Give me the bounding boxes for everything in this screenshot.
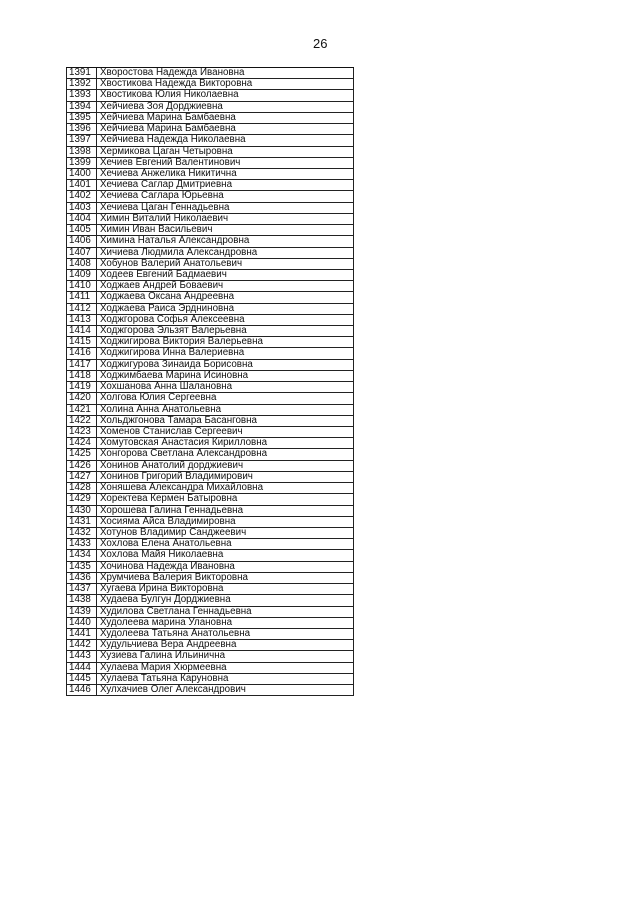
row-number: 1428 bbox=[67, 483, 97, 493]
table-row bbox=[66, 236, 354, 247]
row-name: Хейчиева Марина Бамбаевна bbox=[100, 124, 236, 135]
row-name: Хольджгонова Тамара Басанговна bbox=[100, 415, 257, 426]
row-number: 1398 bbox=[67, 147, 97, 157]
table-row bbox=[66, 405, 354, 416]
row-number: 1419 bbox=[67, 382, 97, 392]
row-name: Хечиев Евгений Валентинович bbox=[100, 157, 241, 168]
row-number: 1440 bbox=[67, 618, 97, 628]
row-name: Худаева Булгун Дорджиевна bbox=[100, 595, 231, 606]
row-name: Химин Виталий Николаевич bbox=[100, 213, 229, 224]
row-number: 1427 bbox=[67, 472, 97, 482]
row-name: Хулхачиев Олег Александрович bbox=[100, 685, 246, 696]
row-number: 1437 bbox=[67, 584, 97, 594]
row-number: 1439 bbox=[67, 607, 97, 617]
row-number: 1411 bbox=[67, 292, 97, 302]
table-row bbox=[66, 562, 354, 573]
row-name: Хечиева Цаган Геннадьевна bbox=[100, 202, 230, 213]
row-name: Худилова Светлана Геннадьевна bbox=[100, 606, 252, 617]
row-name: Хворостова Надежда Ивановна bbox=[100, 68, 245, 78]
row-name: Хулаева Мария Хюрмеевна bbox=[100, 662, 227, 673]
table-row bbox=[66, 281, 354, 292]
row-number: 1445 bbox=[67, 674, 97, 684]
row-number: 1408 bbox=[67, 259, 97, 269]
row-number: 1430 bbox=[67, 506, 97, 516]
table-row bbox=[66, 573, 354, 584]
name-list-table bbox=[66, 67, 354, 696]
table-row bbox=[66, 382, 354, 393]
row-number: 1424 bbox=[67, 438, 97, 448]
row-name: Хохлова Майя Николаевна bbox=[100, 550, 224, 561]
table-row bbox=[66, 337, 354, 348]
row-number: 1393 bbox=[67, 90, 97, 100]
row-name: Худульчиева Вера Андреевна bbox=[100, 640, 237, 651]
row-name: Хоменов Станислав Сергеевич bbox=[100, 427, 243, 437]
row-number: 1410 bbox=[67, 281, 97, 291]
row-number: 1414 bbox=[67, 326, 97, 336]
row-number: 1441 bbox=[67, 629, 97, 639]
row-name: Ходжигирова Виктория Валерьевна bbox=[100, 337, 263, 348]
page-number: 26 bbox=[313, 36, 328, 51]
row-number: 1432 bbox=[67, 528, 97, 538]
row-name: Хечиева Саглар Дмитриевна bbox=[100, 180, 233, 191]
table-row bbox=[66, 640, 354, 651]
row-name: Хонгорова Светлана Александровна bbox=[100, 449, 268, 460]
row-name: Хобунов Валерий Анатольевич bbox=[100, 258, 243, 269]
table-row bbox=[66, 371, 354, 382]
row-number: 1418 bbox=[67, 371, 97, 381]
row-name: Ходжаева Раиса Эрдниновна bbox=[100, 303, 235, 314]
row-number: 1420 bbox=[67, 393, 97, 403]
table-row bbox=[66, 472, 354, 483]
table-row bbox=[66, 158, 354, 169]
row-name: Химина Наталья Александровна bbox=[100, 236, 250, 247]
row-number: 1429 bbox=[67, 494, 97, 504]
table-row bbox=[66, 393, 354, 404]
row-number: 1443 bbox=[67, 651, 97, 661]
row-name: Хузиева Галина Ильинична bbox=[100, 651, 226, 662]
row-number: 1400 bbox=[67, 169, 97, 179]
row-number: 1421 bbox=[67, 405, 97, 415]
table-row bbox=[66, 449, 354, 460]
row-number: 1391 bbox=[67, 68, 97, 78]
row-number: 1403 bbox=[67, 203, 97, 213]
row-name: Хохшанова Анна Шалановна bbox=[100, 382, 233, 393]
row-number: 1431 bbox=[67, 517, 97, 527]
table-row bbox=[66, 135, 354, 146]
row-number: 1435 bbox=[67, 562, 97, 572]
row-number: 1396 bbox=[67, 124, 97, 134]
row-name: Хосияма Айса Владимировна bbox=[100, 516, 236, 527]
row-number: 1438 bbox=[67, 595, 97, 605]
row-name: Ходжимбаева Марина Исиновна bbox=[100, 370, 249, 381]
row-number: 1426 bbox=[67, 461, 97, 471]
table-row bbox=[66, 595, 354, 606]
row-name: Хейчиева Надежда Николаевна bbox=[100, 135, 246, 146]
row-name: Холина Анна Анатольевна bbox=[100, 404, 222, 415]
table-row bbox=[66, 180, 354, 191]
row-name: Хотунов Владимир Санджеевич bbox=[100, 527, 247, 538]
table-row bbox=[66, 259, 354, 270]
table-row bbox=[66, 124, 354, 135]
row-number: 1399 bbox=[67, 158, 97, 168]
table-row bbox=[66, 147, 354, 158]
row-name: Хочинова Надежда Ивановна bbox=[100, 561, 235, 572]
row-name: Хохлова Елена Анатольевна bbox=[100, 539, 232, 550]
table-row bbox=[66, 90, 354, 101]
row-name: Хомутовская Анастасия Кирилловна bbox=[100, 438, 268, 449]
row-name: Хрумчиева Валерия Викторовна bbox=[100, 572, 248, 583]
row-number: 1433 bbox=[67, 539, 97, 549]
row-name: Хонинов Анатолий дорджиевич bbox=[100, 460, 244, 471]
table-row bbox=[66, 584, 354, 595]
table-row bbox=[66, 629, 354, 640]
table-row bbox=[66, 663, 354, 674]
row-number: 1392 bbox=[67, 79, 97, 89]
row-name: Ходжаева Оксана Андреевна bbox=[100, 292, 235, 303]
table-row bbox=[66, 674, 354, 685]
table-row bbox=[66, 550, 354, 561]
row-number: 1406 bbox=[67, 236, 97, 246]
table-row bbox=[66, 248, 354, 259]
row-name: Ходеев Евгений Бадмаевич bbox=[100, 269, 227, 280]
table-row bbox=[66, 169, 354, 180]
row-name: Хоректева Кермен Батыровна bbox=[100, 494, 238, 505]
row-number: 1395 bbox=[67, 113, 97, 123]
row-name: Химин Иван Васильевич bbox=[100, 225, 213, 236]
row-name: Хечиева Анжелика Никитична bbox=[100, 168, 237, 179]
row-number: 1442 bbox=[67, 640, 97, 650]
table-row bbox=[66, 438, 354, 449]
row-number: 1425 bbox=[67, 449, 97, 459]
table-row bbox=[66, 102, 354, 113]
row-number: 1402 bbox=[67, 191, 97, 201]
table-row bbox=[66, 517, 354, 528]
row-name: Хугаева Ирина Викторовна bbox=[100, 584, 224, 595]
row-number: 1412 bbox=[67, 304, 97, 314]
row-name: Хечиева Саглара Юрьевна bbox=[100, 191, 224, 202]
row-number: 1409 bbox=[67, 270, 97, 280]
row-name: Ходжигурова Зинаида Борисовна bbox=[100, 359, 253, 370]
table-row bbox=[66, 315, 354, 326]
row-number: 1407 bbox=[67, 248, 97, 258]
table-row bbox=[66, 113, 354, 124]
row-name: Хейчиева Зоя Дорджиевна bbox=[100, 101, 223, 112]
table-row bbox=[66, 461, 354, 472]
row-name: Хоняшева Александра Михайловна bbox=[100, 483, 264, 494]
table-row bbox=[66, 360, 354, 371]
row-number: 1417 bbox=[67, 360, 97, 370]
row-number: 1422 bbox=[67, 416, 97, 426]
table-row bbox=[66, 416, 354, 427]
row-name: Хермикова Цаган Четыровна bbox=[100, 146, 233, 157]
table-row bbox=[66, 79, 354, 90]
table-row bbox=[66, 203, 354, 214]
table-row bbox=[66, 506, 354, 517]
row-name: Хичиева Людмила Александровна bbox=[100, 247, 258, 258]
row-number: 1446 bbox=[67, 685, 97, 695]
table-row bbox=[66, 292, 354, 303]
table-row bbox=[66, 191, 354, 202]
row-name: Хорошева Галина Геннадьевна bbox=[100, 505, 244, 516]
row-number: 1416 bbox=[67, 348, 97, 358]
row-number: 1405 bbox=[67, 225, 97, 235]
row-number: 1397 bbox=[67, 135, 97, 145]
table-row bbox=[66, 539, 354, 550]
table-row bbox=[66, 326, 354, 337]
row-number: 1413 bbox=[67, 315, 97, 325]
row-name: Ходжаев Андрей Боваевич bbox=[100, 281, 224, 292]
table-row bbox=[66, 214, 354, 225]
row-name: Ходжигирова Инна Валериевна bbox=[100, 348, 245, 359]
row-name: Хвостикова Юлия Николаевна bbox=[100, 90, 239, 101]
table-row bbox=[66, 427, 354, 438]
row-number: 1394 bbox=[67, 102, 97, 112]
row-name: Ходжгорова Софья Алексеевна bbox=[100, 314, 245, 325]
table-row bbox=[66, 304, 354, 315]
table-row bbox=[66, 68, 354, 79]
table-row bbox=[66, 483, 354, 494]
row-name: Хулаева Татьяна Каруновна bbox=[100, 673, 229, 684]
row-name: Ходжгорова Эльзят Валерьевна bbox=[100, 326, 247, 337]
row-number: 1434 bbox=[67, 550, 97, 560]
table-row bbox=[66, 618, 354, 629]
row-name: Холгова Юлия Сергеевна bbox=[100, 393, 217, 404]
table-row bbox=[66, 270, 354, 281]
row-name: Хейчиева Марина Бамбаевна bbox=[100, 112, 236, 123]
row-number: 1401 bbox=[67, 180, 97, 190]
row-name: Хвостикова Надежда Викторовна bbox=[100, 79, 253, 90]
row-number: 1423 bbox=[67, 427, 97, 437]
row-name: Хонинов Григорий Владимирович bbox=[100, 471, 253, 482]
row-number: 1436 bbox=[67, 573, 97, 583]
table-row bbox=[66, 494, 354, 505]
row-number: 1444 bbox=[67, 663, 97, 673]
table-row bbox=[66, 225, 354, 236]
table-row bbox=[66, 607, 354, 618]
row-number: 1404 bbox=[67, 214, 97, 224]
table-row bbox=[66, 528, 354, 539]
row-name: Худолеева Татьяна Анатольевна bbox=[100, 628, 251, 639]
table-row bbox=[66, 685, 354, 696]
row-number: 1415 bbox=[67, 337, 97, 347]
row-name: Худолеева марина Улановна bbox=[100, 617, 233, 628]
table-row bbox=[66, 651, 354, 662]
table-row bbox=[66, 348, 354, 359]
